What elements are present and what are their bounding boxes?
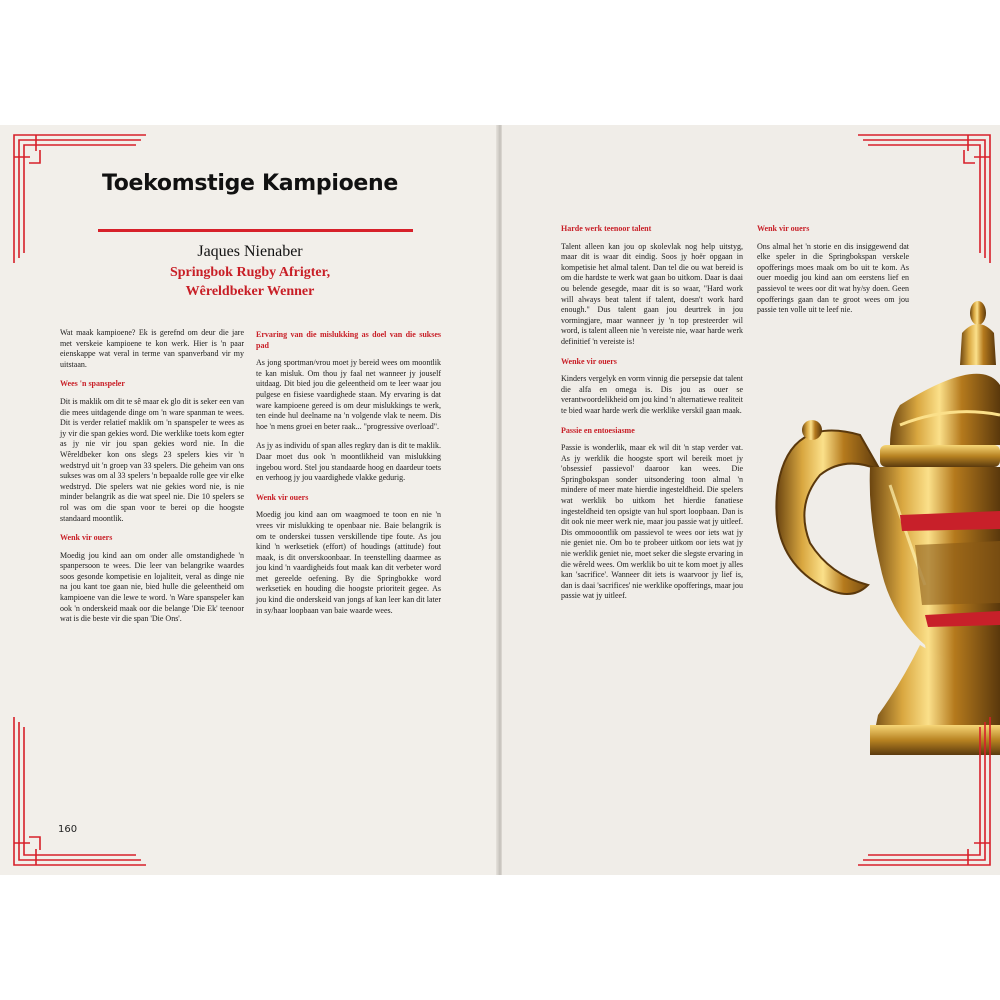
paragraph: Talent alleen kan jou op skolevlak nog help uitstyg, maar dit is waar dit eindig. Soos jy hoër opgaan in kompetisie het almal talent. Dan tel die ou wat bereid is om die hardste te werk wat gaan bo uitkom. Daar is daai ou belende gesegde, maar dit is so waar, "Hard work will always beat talent if talent, doesn't work hard enough." Dus talent gaan jou deurtrek in jou vormingjare, maar wanneer jy 'n top presteerder wil word, is talent alleen nie 'n vereiste nie, waar harde werk definitief 'n vereiste is! xyxy=(561,241,743,346)
corner-ornament-bottom-left xyxy=(12,717,146,867)
right-page xyxy=(502,125,1000,875)
author-role-line-1: Springbok Rugby Afrigter, xyxy=(169,265,331,280)
author-role-line-2: Wêreldbeker Wenner xyxy=(185,284,315,299)
paragraph: Kinders vergelyk en vorm vinnig die persepsie dat talent die alfa en omega is. Dis jou as ouer se verantwoordelikheid om jou kind 'n alternatiewe realiteit te bied waar harde werk die werklike verskil gaan maak. xyxy=(561,374,743,415)
article-title: Toekomstige Kampioene xyxy=(101,171,399,196)
corner-ornament-bottom-right xyxy=(858,717,992,867)
left-page xyxy=(0,125,500,875)
section-heading: Wenke vir ouers xyxy=(561,356,617,366)
paragraph: Wat maak kampioene? Ek is gerefnd om deur die jare met verskeie kampioene te kon werk. Hier is 'n paar eienskappe wat veral in terme van spanverband vir my uitstaan. xyxy=(60,328,244,369)
trophy-icon xyxy=(750,285,1000,759)
section-heading: Wenk vir ouers xyxy=(256,492,309,502)
paragraph: Moedig jou kind aan om onder alle omstandighede 'n spanpersoon te wees. Die leer van belangrike waardes soos gesonde kompetisie en lojaliteit, veral as dinge nie na jou kant toe gaan nie, bied hulle die geleentheid om kampioene van die lewe te word. 'n Ware spanspeler kan ook 'n onderskeid maak oor die belange 'Die Ek' teenoor wat is die beste vir die span 'Die Ons'. xyxy=(60,550,244,624)
paragraph: Dit is maklik om dit te sê maar ek glo dit is seker een van die mees uitdagende dinge om 'n ware spanman te wees. Dit is verder relatief maklik om 'n spanspeler te wees as jy vir die span gekies word. Die werklike toets kom egter as jy nie vir jou span gekies word nie. In die Wêreldbeker kon ons slegs 23 spelers kies vir 'n wedstryd uit 'n groep van 33 spelers. Die geheim van ons sukses was om al 33 spelers 'n bepaalde rolle gee vir elke wedstryd. Die spelers wat nie gekies word nie, is nie minder belangrik as die wat speel nie. Die 10 spelers se rol was om die span voor te berei op die hoogste standaard moontlik. xyxy=(60,396,244,523)
left-column-2 xyxy=(256,328,441,625)
paragraph: As jong sportman/vrou moet jy bereid wees om moontlik te kan misluk. Om thou jy faal net wanneer jy jouself uitdaag. Dit bied jou die geleentheid om te leer waar jou pulgese en fisiese vaardighede staan. My ervaring is dat ware kampioene gereed is om deur mislukkings te werk, ten einde hul deelname na 'n volgende vlak te neem. Dis hoe 'n mens groei en beter raak... "progressive overload". xyxy=(256,358,441,431)
left-column-1 xyxy=(60,328,244,634)
section-heading: Wenk vir ouers xyxy=(757,224,810,233)
section-heading: Ervaring van die mislukking as doel van die sukses pad xyxy=(256,330,441,350)
section-heading: Wees 'n spanspeler xyxy=(60,379,125,389)
author-role xyxy=(30,263,470,301)
author-name: Jaques Nienaber xyxy=(197,243,303,260)
paragraph: Passie is wonderlik, maar ek wil dit 'n stap verder vat. As jy werklik die hoogste sport wil bereik moet jy 'obsessief passievol' daaroor kan wees. Die Springbokspan sonder uitsondering toon almal 'n mindere of meer mate hierdie ingesteldheid. Die spelers wat werklik bo uitkom het hierdie fanatiese ingesteldheid ten opsigte van hul sport loopbaan. Dan is dit ook nie meer werk nie, maar jou passie wat jy uitleef. Dis ommooontlik om passievol te wees oor iets wat jy nie geniet nie. Om bo te probeer uitkom oor iets wat jy nie werklik geniet nie, moet seker die slegste ervaring in die wêreld wees. Om werklik bo uit te kom moet jy alles kan 'sacrifice'. Wanneer dit iets is waarvoor jy lief is, dan is daai 'sacrifices' nie werklike opofferings, maar jou passie wat jy uitleef. xyxy=(561,443,744,601)
page-number: 160 xyxy=(58,824,78,835)
book-spread xyxy=(0,125,1000,875)
section-heading: Wenk vir ouers xyxy=(60,533,113,543)
section-heading: Harde werk teenoor talent xyxy=(561,224,652,233)
right-column-2 xyxy=(757,222,909,325)
section-heading: Passie en entoesiasme xyxy=(561,425,635,435)
right-column-1 xyxy=(561,222,743,611)
title-divider xyxy=(98,229,413,232)
paragraph: As jy as individu of span alles regkry dan is dit te maklik. Daar moet dus ook 'n moontlikheid van mislukking ingebou word. Stel jou standaarde hoog en daardeur toets en verhoog jy jou vaardighede vlakke gedurig. xyxy=(256,441,441,483)
paragraph: Ons almal het 'n storie en dis insiggewend dat elke speler in die Springbokspan verskele opofferings moes maak om bo uit te kom. As ouer moedig jou kind aan om eerstens lief en passievol te wees oor dit wat hy/sy doen. Geen opofferings gaan dan te groot wees om jou passie ten volle uit te leef nie. xyxy=(757,241,909,315)
paragraph: Moedig jou kind aan om waagmoed te toon en nie 'n vrees vir mislukking te openbaar nie. Baie belangrik is om te onderskei tussen verskillende tipe foute. As jou kind 'n werksetiek (effort) of houdings (attitude) fout maak, is dit onverskoonbaar. In teenstelling daarmee as jou kind 'n vaardigheids fout maak kan dit verbeter word met gereelde oefening. By die Springbokke word werksetiek en houding die hoogste prioriteit gegee. As jou kind die onderskeid van jongs af kan leer kan dit later in sy/haar loopbaan van baie waarde wees. xyxy=(256,510,441,615)
